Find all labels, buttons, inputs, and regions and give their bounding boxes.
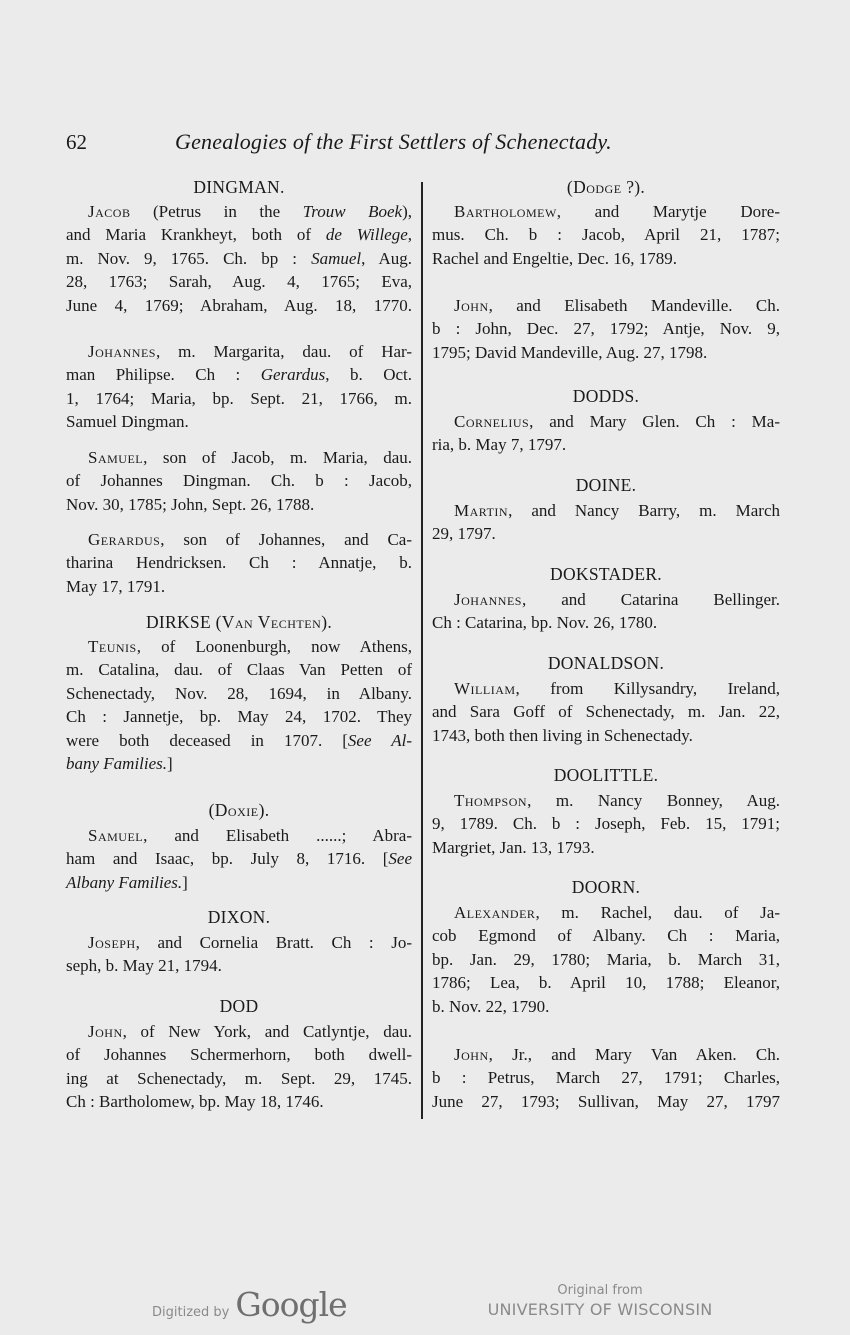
entry-samuel-dingman: Samuel, son of Jacob, m. Maria, dau. of Johannes Dingman. Ch. b : Jacob, Nov. 30, 1785; John, Sept. 26, 1788.	[66, 448, 412, 514]
digitized-by-notice	[152, 1285, 347, 1324]
surname-heading-dirkse: DIRKSE (Van Vechten).	[145, 612, 333, 632]
entry-name: Cornelius	[454, 412, 530, 431]
page-number: 62	[66, 130, 87, 154]
entry-name: Thompson	[454, 791, 528, 810]
entry-johannes-dokstader: Johannes, and Catarina Bellinger. Ch : Catarina, bp. Nov. 26, 1780.	[432, 590, 780, 633]
surname-heading-dodds: DODDS.	[572, 386, 640, 406]
institution-name: UNIVERSITY OF WISCONSIN	[487, 1300, 713, 1319]
entry-name: Bartholomew	[454, 202, 557, 221]
entry-martin-doine: Martin, and Nancy Barry, m. March 29, 1797.	[432, 501, 780, 544]
entry-name: John	[88, 1022, 123, 1041]
entry-cornelius-dodds: Cornelius, and Mary Glen. Ch : Ma- ria, b. May 7, 1797.	[432, 412, 780, 455]
entry-name: John	[454, 296, 489, 315]
surname-heading-dingman: DINGMAN.	[193, 177, 285, 197]
entry-name: Johannes	[454, 590, 522, 609]
entry-name: Alexander	[454, 903, 536, 922]
entry-john-dod: John, of New York, and Catlyntje, dau. of Johannes Schermerhorn, both dwell- ing at Schenectady, m. Sept. 29, 1745. Ch : Bartholomew, bp. May 18, 1746.	[66, 1022, 412, 1112]
surname-heading-dodge: (Dodge ?).	[566, 177, 646, 197]
surname-heading-dixon: DIXON.	[207, 907, 271, 927]
surname-heading-doxie: (Doxie).	[208, 800, 270, 820]
google-logo: Google	[235, 1285, 347, 1324]
entry-name: Samuel	[88, 448, 144, 467]
surname-heading-doolittle: DOOLITTLE.	[553, 765, 659, 785]
original-from-notice	[480, 1283, 720, 1321]
entry-gerardus-dingman: Gerardus, son of Johannes, and Ca- tharina Hendricksen. Ch : Annatje, b. May 17, 1791.	[66, 530, 412, 596]
original-from-label: Original from	[557, 1283, 643, 1298]
entry-teunis-dirkse: Teunis, of Loonenburgh, now Athens, m. Catalina, dau. of Claas Van Petten of Schenectady, Nov. 28, 1694, in Albany. Ch : Jannetje, bp. May 24, 1702. They were both deceased in 1707. [See Al- bany Families.]	[66, 637, 412, 774]
entry-name: Jacob	[88, 202, 131, 221]
entry-jacob-dingman: Jacob (Petrus in the Trouw Boek), and Maria Krankheyt, both of de Willege, m. Nov. 9, 1765. Ch. bp : Samuel, Aug. 28, 1763; Sarah, Aug. 4, 1765; Eva, June 4, 1769; Abraham, Aug. 18, 1770.	[66, 202, 413, 315]
entry-name: Johannes	[88, 342, 156, 361]
surname-heading-donaldson: DONALDSON.	[547, 653, 665, 673]
running-title: Genealogies of the First Settlers of Schenectady.	[175, 129, 612, 154]
surname-heading-dokstader: DOKSTADER.	[550, 564, 662, 584]
entry-john-jr-doorn: John, Jr., and Mary Van Aken. Ch. b : Petrus, March 27, 1791; Charles, June 27, 1793; Sullivan, May 27, 1797	[432, 1045, 780, 1111]
digitized-by-label: Digitized by	[152, 1305, 230, 1320]
entry-name: Martin	[454, 501, 509, 520]
entry-samuel-doxie: Samuel, and Elisabeth ......; Abra- ham and Isaac, bp. July 8, 1716. [See Albany Families.]	[66, 826, 412, 892]
entry-thompson-doolittle: Thompson, m. Nancy Bonney, Aug. 9, 1789. Ch. b : Joseph, Feb. 15, 1791; Margriet, Jan. 13, 1793.	[432, 791, 780, 857]
entry-william-donaldson: William, from Killysandry, Ireland, and Sara Goff of Schenectady, m. Jan. 22, 1743, both then living in Schenectady.	[432, 679, 780, 745]
entry-johannes-dingman: Johannes, m. Margarita, dau. of Har- man Philipse. Ch : Gerardus, b. Oct. 1, 1764; Maria, bp. Sept. 21, 1766, m. Samuel Dingman.	[66, 342, 413, 432]
entry-alexander-doorn: Alexander, m. Rachel, dau. of Ja- cob Egmond of Albany. Ch : Maria, bp. Jan. 29, 1780; Maria, b. March 31, 1786; Lea, b. April 10, 1788; Eleanor, b. Nov. 22, 1790.	[432, 903, 780, 1016]
entry-name: Teunis	[88, 637, 137, 656]
entry-bartholomew-dodge: Bartholomew, and Marytje Dore- mus. Ch. b : Jacob, April 21, 1787; Rachel and Engeltie, Dec. 16, 1789.	[432, 202, 780, 268]
surname-heading-dod: DOD	[219, 996, 259, 1016]
surname-heading-doine: DOINE.	[575, 475, 637, 495]
entry-name: Gerardus	[88, 530, 161, 549]
entry-name: Joseph	[88, 933, 136, 952]
entry-name: Samuel	[88, 826, 144, 845]
entry-john-dodge: John, and Elisabeth Mandeville. Ch. b : John, Dec. 27, 1792; Antje, Nov. 9, 1795; David Mandeville, Aug. 27, 1798.	[432, 296, 780, 362]
surname-heading-doorn: DOORN.	[571, 877, 641, 897]
entry-name: William	[454, 679, 516, 698]
entry-joseph-dixon: Joseph, and Cornelia Bratt. Ch : Jo- seph, b. May 21, 1794.	[66, 933, 412, 976]
column-divider	[421, 182, 423, 1119]
entry-name: John	[454, 1045, 489, 1064]
